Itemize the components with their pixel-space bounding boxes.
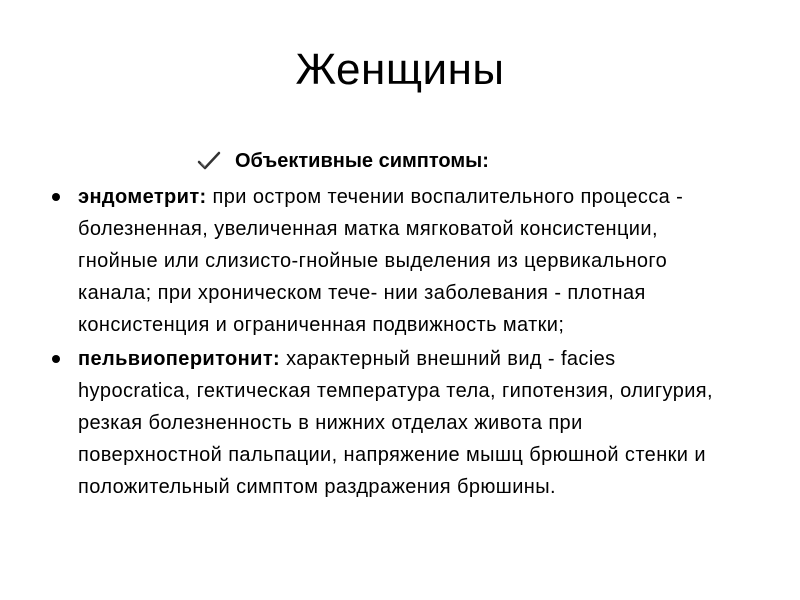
checkmark-icon	[197, 149, 221, 173]
bullet-list	[52, 181, 722, 505]
bullet-dot-icon	[52, 193, 60, 201]
bullet-endometritis	[52, 181, 722, 341]
bullet-term: эндометрит:	[78, 186, 207, 208]
bullet-term: пельвиоперитонит:	[78, 348, 281, 370]
subheading	[197, 148, 489, 174]
bullet-text: характерный внешний вид - facies hypocratica, гектическая температура тела, гипотензия, олигурия, резкая болезненность в нижних отделах живота при поверхностной пальпации, напряжение мышц брюшной стенки и положительный симптом раздражения брюшины.	[78, 348, 713, 498]
bullet-text: при остром течении воспалительного процесса - болезненная, увеличенная матка мягковатой консистенции, гнойные или слизисто-гнойные выделения из цервикального канала; при хроническом тече- нии заболевания - плотная консистенция и ограниченная подвижность матки;	[78, 186, 684, 336]
page-title: Женщины	[295, 45, 505, 94]
subheading-text: Объективные симптомы:	[235, 150, 489, 172]
bullet-pelvioperitonitis	[52, 343, 722, 503]
bullet-dot-icon	[52, 355, 60, 363]
